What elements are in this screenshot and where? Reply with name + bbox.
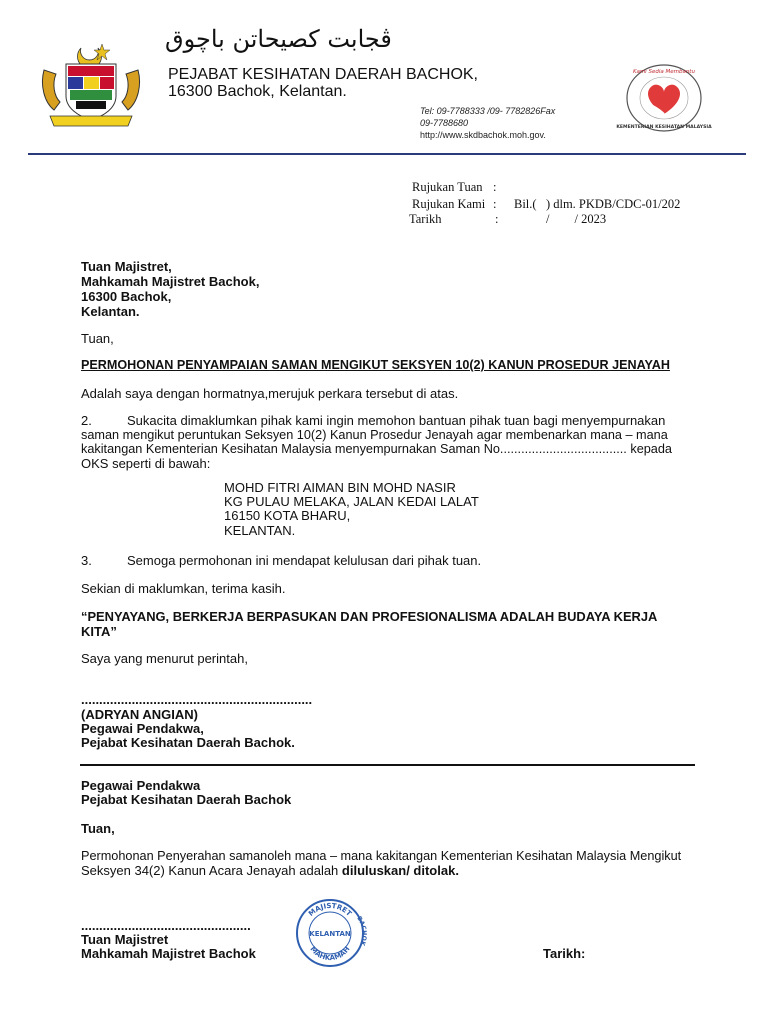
section-divider: [80, 764, 695, 766]
signature-line: ................................................................: [81, 692, 313, 707]
header-divider: [28, 153, 746, 155]
oks-address-3: KELANTAN.: [224, 523, 296, 538]
kkm-heart-logo: [616, 62, 712, 134]
reply-tarikh-label: Tarikh:: [543, 946, 586, 961]
rujukan-tuan-label: Rujukan Tuan: [412, 180, 483, 194]
rujukan-tuan-colon: :: [493, 180, 497, 194]
office-name: PEJABAT KESIHATAN DAERAH BACHOK,: [168, 66, 478, 83]
tarikh-label: Tarikh: [409, 212, 442, 226]
reply-body-line-2: [81, 863, 459, 878]
stamp-middle-text: KELANTAN: [309, 930, 351, 938]
contact-website: http://www.skdbachok.moh.gov.: [420, 130, 546, 140]
reply-salutation: Tuan,: [81, 821, 115, 836]
recipient-line-4: Kelantan.: [81, 304, 140, 319]
paragraph-2-line-1: Sukacita dimaklumkan pihak kami ingin memohon bantuan pihak tuan bagi menyempurnakan: [127, 413, 666, 428]
stamp-right-text: BACHOK: [355, 915, 367, 947]
oks-name: MOHD FITRI AIMAN BIN MOHD NASIR: [224, 480, 456, 495]
coat-of-arms-logo: [36, 40, 146, 130]
approval-decision: diluluskan/ ditolak.: [341, 863, 459, 878]
sign-off: Saya yang menurut perintah,: [81, 651, 248, 666]
reply-signer-office: Mahkamah Majistret Bachok: [81, 946, 256, 961]
kkm-logo-bottom-text: KEMENTERIAN KESIHATAN MALAYSIA: [616, 125, 712, 130]
tarikh-value: / / 2023: [546, 212, 607, 226]
paragraph-3-number: 3.: [81, 553, 92, 568]
recipient-line-1: Tuan Majistret,: [81, 259, 172, 274]
signer-title: Pegawai Pendakwa,: [81, 721, 204, 736]
oks-address-2: 16150 KOTA BHARU,: [224, 508, 351, 523]
office-address: 16300 Bachok, Kelantan.: [168, 83, 347, 100]
contact-telephone: Tel: 09-7788333 /09- 7782826Fax: [420, 106, 556, 116]
tarikh-colon: :: [495, 212, 499, 226]
rujukan-kami-label: Rujukan Kami: [412, 197, 486, 211]
stamp-top-text: MAJISTRET: [307, 901, 354, 918]
letter-subject: PERMOHONAN PENYAMPAIAN SAMAN MENGIKUT SEKSYEN 10(2) KANUN PROSEDUR JENAYAH: [81, 358, 670, 372]
motto-line-2: KITA”: [81, 624, 117, 639]
paragraph-3: Semoga permohonan ini mendapat kelulusan dari pihak tuan.: [127, 553, 482, 568]
signer-name: (ADRYAN ANGIAN): [81, 707, 198, 722]
paragraph-2-number: 2.: [81, 413, 92, 428]
reply-body-line-1: Permohonan Penyerahan samanoleh mana – mana kakitangan Kementerian Kesihatan Malaysia Mengikut: [81, 849, 682, 863]
paragraph-2-line-3: kakitangan Kementerian Kesihatan Malaysia menyempurnakan Saman No.................................... kepada: [81, 442, 672, 456]
rujukan-kami-colon: :: [493, 197, 497, 211]
reply-to-line-2: Pejabat Kesihatan Daerah Bachok: [81, 792, 292, 807]
letter-salutation: Tuan,: [81, 331, 114, 346]
svg-text:BACHOK: [355, 915, 367, 947]
reply-signer-title: Tuan Majistret: [81, 932, 169, 947]
reply-to-line-1: Pegawai Pendakwa: [81, 778, 201, 793]
signer-office: Pejabat Kesihatan Daerah Bachok.: [81, 735, 295, 750]
reply-body-line-2-text: Seksyen 34(2) Kanun Acara Jenayah adalah: [81, 863, 342, 878]
stamp-bottom-text: MAHKAMAH: [308, 945, 352, 963]
rujukan-kami-value: Bil.( ) dlm. PKDB/CDC-01/202: [514, 197, 681, 211]
reply-signature-line: ...............................................: [81, 918, 251, 933]
paragraph-1: Adalah saya dengan hormatnya,merujuk perkara tersebut di atas.: [81, 386, 459, 401]
recipient-line-2: Mahkamah Majistret Bachok,: [81, 274, 260, 289]
kkm-logo-top-text: Kami Sedia Membantu: [633, 69, 695, 75]
oks-address-1: KG PULAU MELAKA, JALAN KEDAI LALAT: [224, 494, 479, 509]
paragraph-2-line-4: OKS seperti di bawah:: [81, 456, 211, 471]
closing-line: Sekian di maklumkan, terima kasih.: [81, 581, 286, 596]
paragraph-2-line-2: saman mengikut peruntukan Seksyen 10(2) Kanun Prosedur Jenayah agar membenarkan mana – mana: [81, 428, 668, 442]
contact-fax: 09-7788680: [420, 118, 469, 128]
jawi-office-title: ڤجابت كصيحاتن باچوق: [165, 25, 392, 53]
court-stamp: [293, 897, 367, 969]
recipient-line-3: 16300 Bachok,: [81, 289, 172, 304]
motto-line-1: “PENYAYANG, BERKERJA BERPASUKAN DAN PROFESIONALISMA ADALAH BUDAYA KERJA: [81, 609, 658, 624]
